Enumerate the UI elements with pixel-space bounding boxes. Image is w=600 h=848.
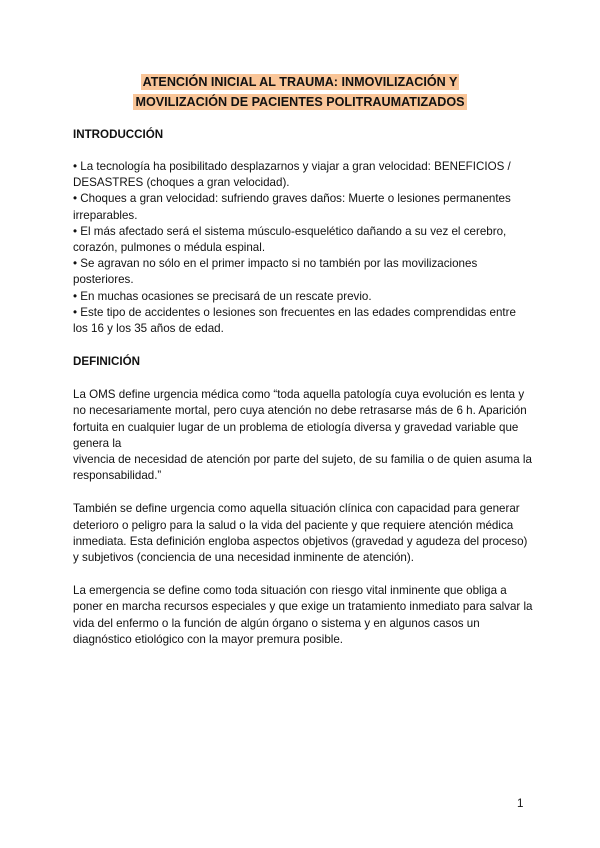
definition-paragraph-1a: La OMS define urgencia médica como “toda aquella patología cuya evolución es lenta y no necesariamente mortal, pero cuya atención no debe retrasarse más de 6 h. Aparición fortuita en cualquier lugar de un problema de etiología diversa y gravedad variable que genera la bbox=[73, 388, 527, 450]
document-body bbox=[73, 127, 533, 648]
title-line-1: ATENCIÓN INICIAL AL TRAUMA: INMOVILIZACIÓN Y bbox=[142, 75, 458, 89]
list-item: • Este tipo de accidentes o lesiones son frecuentes en las edades comprendidas entre los 16 y los 35 años de edad. bbox=[73, 305, 516, 336]
title-line-2: MOVILIZACIÓN DE PACIENTES POLITRAUMATIZADOS bbox=[135, 95, 465, 109]
document-title bbox=[0, 72, 600, 112]
list-item: • La tecnología ha posibilitado desplazarnos y viajar a gran velocidad: BENEFICIOS / DESASTRES (choques a gran velocidad). bbox=[73, 160, 511, 190]
definition-heading: DEFINICIÓN bbox=[73, 355, 140, 369]
definition-paragraph-2: También se define urgencia como aquella situación clínica con capacidad para generar deterioro o peligro para la salud o la vida del paciente y que requiere atención médica inmediata. Esta definición engloba aspectos objetivos (gravedad y agudeza del proceso) y subjetivos (conciencia de una necesidad inminente de atención). bbox=[73, 502, 528, 565]
intro-list bbox=[73, 159, 533, 337]
page-number: 1 bbox=[517, 797, 524, 810]
list-item: • Choques a gran velocidad: sufriendo graves daños: Muerte o lesiones permanentes irreparables. bbox=[73, 192, 511, 222]
intro-heading: INTRODUCCIÓN bbox=[73, 128, 164, 141]
list-item: • En muchas ocasiones se precisará de un rescate previo. bbox=[73, 289, 372, 303]
list-item: • Se agravan no sólo en el primer impacto si no también por las movilizaciones posteriores. bbox=[73, 257, 478, 287]
definition-paragraph-3: La emergencia se define como toda situación con riesgo vital inminente que obliga a poner en marcha recursos especiales y que exige un tratamiento inmediato para salvar la vida del enfermo o la función de algún órgano o sistema y en algunos casos un diagnóstico etiológico con la mayor premura posible. bbox=[73, 584, 533, 646]
list-item: • El más afectado será el sistema músculo-esquelético dañando a su vez el cerebro, corazón, pulmones o médula espinal. bbox=[73, 224, 507, 255]
definition-paragraph-1b: vivencia de necesidad de atención por parte del sujeto, de su familia o de quien asuma la responsabilidad.” bbox=[73, 453, 532, 483]
